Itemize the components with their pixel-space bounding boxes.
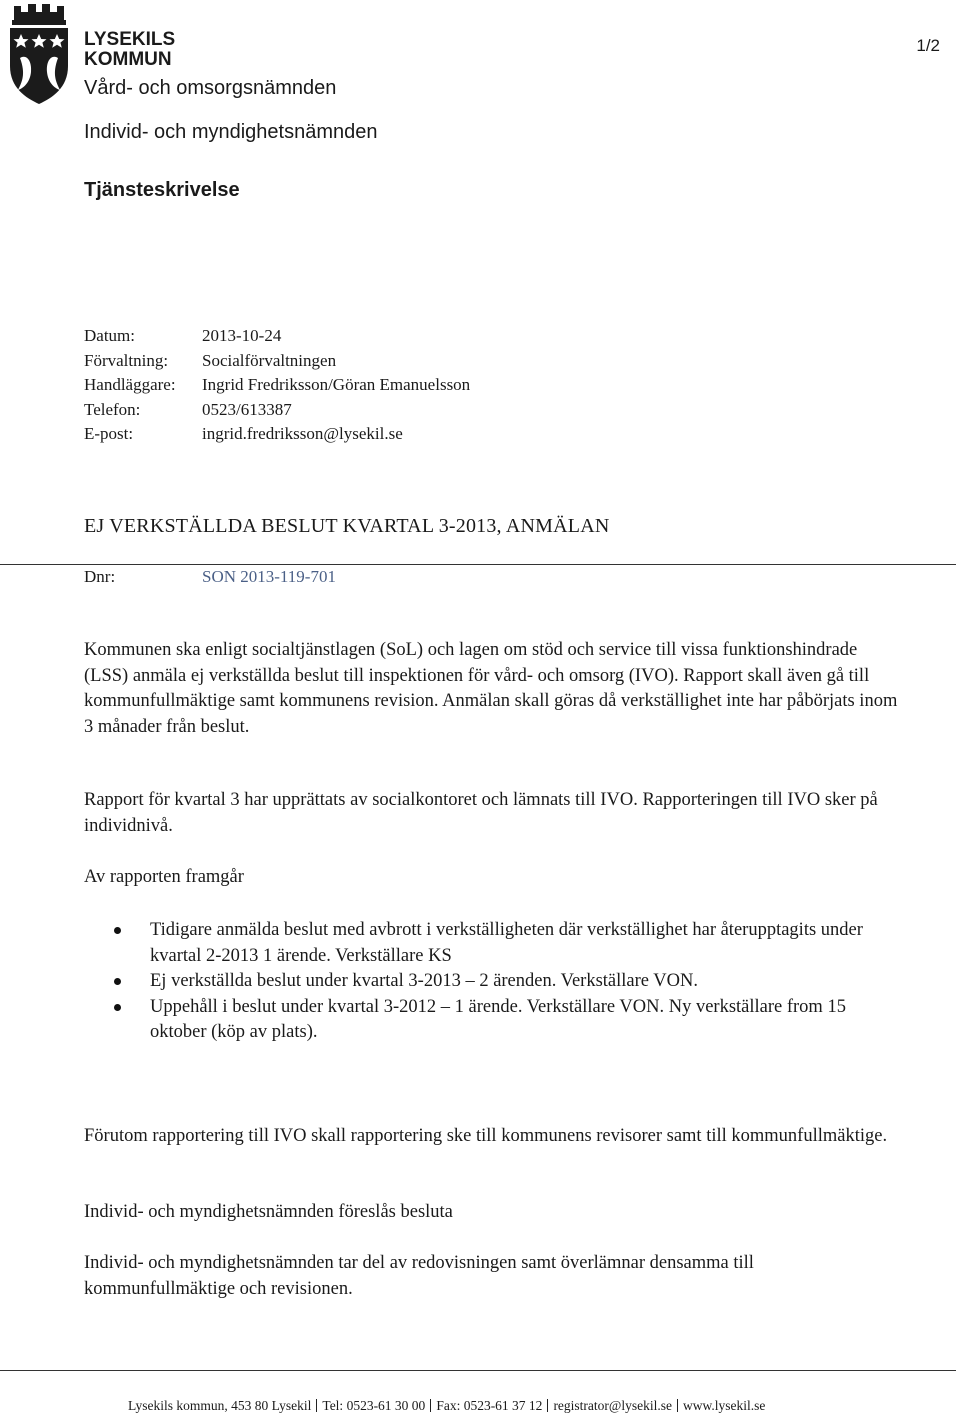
footer-email-link[interactable]: registrator@lysekil.se bbox=[553, 1398, 672, 1413]
meta-label: Handläggare: bbox=[84, 375, 176, 394]
meta-row-email bbox=[84, 422, 470, 447]
meta-label: Datum: bbox=[84, 326, 135, 345]
page-number: 1/2 bbox=[916, 36, 940, 55]
document-meta bbox=[84, 324, 470, 447]
meta-row-officer bbox=[84, 373, 470, 398]
list-item-text: Ej verkställda beslut under kvartal 3-2013 – 2 ärenden. Verkställare VON. bbox=[150, 971, 698, 991]
meta-value: Ingrid Fredriksson/Göran Emanuelsson bbox=[202, 375, 471, 394]
document-type: Tjänsteskrivelse bbox=[84, 179, 240, 201]
logo-line-2: KOMMUN bbox=[84, 49, 172, 68]
meta-row-department bbox=[84, 349, 470, 374]
paragraph-4: Förutom rapportering till IVO skall rapportering ske till kommunens revisorer samt till kommunfullmäktige. bbox=[84, 1126, 888, 1146]
case-number bbox=[84, 567, 336, 587]
footer-separator bbox=[547, 1399, 548, 1412]
paragraph-1: Kommunen ska enligt socialtjänstlagen (SoL) och lagen om stöd och service till vissa funktionshindrade (LSS) anmäla ej verkställda beslut till inspektionen för vård- och omsorg (IVO). Rapport skall även gå till kommunfullmäktige samt kommunens revision. Anmälan skall göras då verkställighet inte har påbörjats inom 3 månader från beslut. bbox=[84, 640, 898, 737]
report-findings-list bbox=[84, 918, 904, 1046]
list-item bbox=[84, 995, 904, 1046]
logo-line-1: LYSEKILS bbox=[84, 29, 176, 50]
meta-row-phone bbox=[84, 398, 470, 423]
meta-label: Telefon: bbox=[84, 399, 141, 419]
footer-address: Lysekils kommun, 453 80 Lysekil bbox=[128, 1398, 312, 1413]
document-title: EJ VERKSTÄLLDA BESLUT KVARTAL 3-2013, ANMÄLAN bbox=[84, 515, 610, 537]
footer-phone: Tel: 0523-61 30 00 bbox=[322, 1398, 426, 1413]
paragraph-2: Rapport för kvartal 3 har upprättats av socialkontoret och lämnats till IVO. Rapporteringen till IVO sker på individnivå. bbox=[84, 790, 878, 836]
case-number-label: Dnr: bbox=[84, 567, 116, 586]
footer-website-link[interactable]: www.lysekil.se bbox=[682, 1398, 766, 1413]
proposal-text: Individ- och myndighetsnämnden tar del av redovisningen samt överlämnar densamma till kommunfullmäktige och revisionen. bbox=[84, 1253, 754, 1299]
list-item-text: Uppehåll i beslut under kvartal 3-2012 – 1 ärende. Verkställare VON. Ny verkställare from 15 oktober (köp av plats). bbox=[150, 996, 846, 1042]
footer-fax: Fax: 0523-61 37 12 bbox=[436, 1398, 543, 1413]
bullet-icon bbox=[114, 1004, 121, 1011]
municipality-name-logo bbox=[84, 28, 196, 68]
list-item bbox=[84, 918, 904, 969]
list-item bbox=[84, 969, 904, 995]
meta-label: E-post: bbox=[84, 424, 134, 443]
paragraph-3: Av rapporten framgår bbox=[84, 867, 244, 887]
municipality-coat-of-arms-logo bbox=[4, 2, 74, 106]
case-number-value: SON 2013-119-701 bbox=[202, 567, 336, 586]
footer-divider bbox=[0, 1370, 956, 1371]
committee-name-2: Individ- och myndighetsnämnden bbox=[84, 121, 378, 143]
list-item-text: Tidigare anmälda beslut med avbrott i verkställigheten där verkställighet har återupptagits under kvartal 2-2013 1 ärende. Verkställare KS bbox=[150, 920, 863, 966]
bullet-icon bbox=[114, 978, 121, 985]
title-divider bbox=[0, 564, 956, 565]
meta-value: 2013-10-24 bbox=[202, 326, 282, 345]
footer-separator bbox=[677, 1399, 678, 1412]
proposal-heading: Individ- och myndighetsnämnden föreslås besluta bbox=[84, 1202, 453, 1222]
meta-value: Socialförvaltningen bbox=[202, 350, 337, 370]
meta-label: Förvaltning: bbox=[84, 350, 169, 370]
bullet-icon bbox=[114, 927, 121, 934]
meta-email-link[interactable]: ingrid.fredriksson@lysekil.se bbox=[202, 424, 403, 443]
footer-separator bbox=[430, 1399, 431, 1412]
meta-row-date bbox=[84, 324, 470, 349]
meta-value: 0523/613387 bbox=[202, 399, 292, 419]
committee-name-1: Vård- och omsorgsnämnden bbox=[84, 77, 337, 99]
footer-contact bbox=[128, 1398, 765, 1414]
footer-separator bbox=[316, 1399, 317, 1412]
